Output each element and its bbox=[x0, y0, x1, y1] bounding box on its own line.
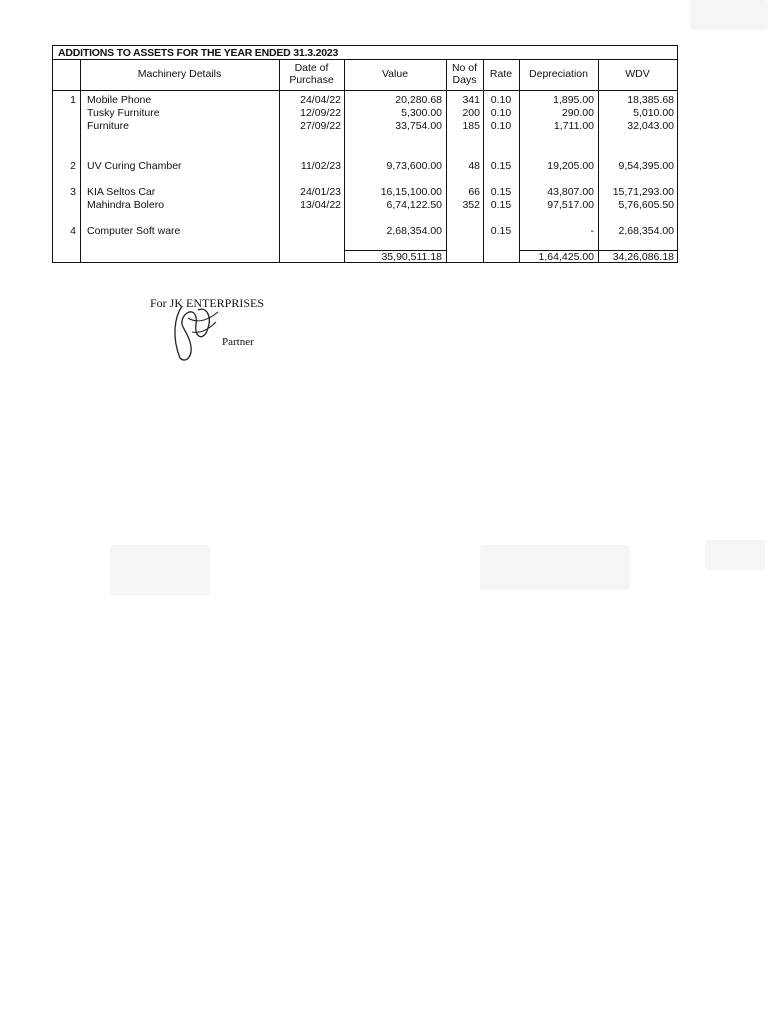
header-days-line1: No of bbox=[451, 62, 478, 74]
item-date: 12/09/22 bbox=[300, 107, 341, 119]
item-value: 33,754.00 bbox=[395, 120, 442, 132]
item-depreciation: 97,517.00 bbox=[547, 199, 594, 211]
serial-number: 1 bbox=[70, 94, 76, 106]
item-date: 24/01/23 bbox=[300, 186, 341, 198]
item-rate: 0.15 bbox=[490, 160, 512, 172]
item-days: 185 bbox=[462, 120, 480, 132]
item-rate: 0.10 bbox=[490, 94, 512, 106]
serial-number: 3 bbox=[70, 186, 76, 198]
header-date-line1: Date of bbox=[294, 62, 329, 74]
item-depreciation: 19,205.00 bbox=[547, 160, 594, 172]
item-wdv: 5,010.00 bbox=[633, 107, 674, 119]
scan-artifact bbox=[110, 545, 210, 595]
header-days-line2: Days bbox=[452, 74, 477, 86]
item-name: Tusky Furniture bbox=[87, 107, 160, 119]
item-value: 6,74,122.50 bbox=[386, 199, 442, 211]
total-depreciation: 1,64,425.00 bbox=[538, 251, 594, 263]
item-days: 48 bbox=[468, 160, 480, 172]
item-rate: 0.10 bbox=[490, 120, 512, 132]
header-days bbox=[446, 62, 483, 86]
for-company-label: For JK ENTERPRISES bbox=[150, 296, 265, 310]
item-depreciation: - bbox=[590, 225, 594, 237]
item-value: 16,15,100.00 bbox=[380, 186, 442, 198]
item-days: 352 bbox=[462, 199, 480, 211]
item-depreciation: 1,711.00 bbox=[553, 120, 594, 132]
header-date bbox=[279, 62, 344, 86]
item-depreciation: 43,807.00 bbox=[547, 186, 594, 198]
assets-table bbox=[52, 45, 678, 263]
item-value: 20,280.68 bbox=[395, 94, 442, 106]
scan-artifact bbox=[705, 540, 765, 570]
item-days: 341 bbox=[462, 94, 480, 106]
handwritten-signature bbox=[168, 298, 228, 366]
col-line bbox=[80, 60, 81, 262]
item-date: 11/02/23 bbox=[300, 160, 341, 172]
item-wdv: 5,76,605.50 bbox=[618, 199, 674, 211]
item-days: 200 bbox=[462, 107, 480, 119]
item-wdv: 32,043.00 bbox=[627, 120, 674, 132]
item-wdv: 18,385.68 bbox=[627, 94, 674, 106]
table-title: ADDITIONS TO ASSETS FOR THE YEAR ENDED 31.3.2023 bbox=[53, 46, 677, 60]
item-rate: 0.10 bbox=[490, 107, 512, 119]
item-value: 9,73,600.00 bbox=[386, 160, 442, 172]
item-name: Furniture bbox=[87, 120, 130, 132]
item-date: 24/04/22 bbox=[300, 94, 341, 106]
item-depreciation: 1,895.00 bbox=[553, 94, 594, 106]
serial-number: 2 bbox=[70, 160, 76, 172]
item-wdv: 2,68,354.00 bbox=[618, 225, 674, 237]
item-wdv: 15,71,293.00 bbox=[612, 186, 674, 198]
total-value: 35,90,511.18 bbox=[381, 251, 442, 263]
item-value: 2,68,354.00 bbox=[386, 225, 442, 237]
item-name: UV Curing Chamber bbox=[87, 160, 182, 172]
total-wdv: 34,26,086.18 bbox=[612, 251, 674, 263]
header-details: Machinery Details bbox=[137, 68, 222, 80]
header-wdv: WDV bbox=[625, 68, 650, 80]
header-value: Value bbox=[381, 68, 409, 80]
item-date: 27/09/22 bbox=[300, 120, 341, 132]
item-rate: 0.15 bbox=[490, 199, 512, 211]
header-rate: Rate bbox=[489, 68, 513, 80]
item-rate: 0.15 bbox=[490, 186, 512, 198]
scan-artifact bbox=[480, 545, 630, 590]
item-name: Mahindra Bolero bbox=[87, 199, 165, 211]
serial-number: 4 bbox=[70, 225, 76, 237]
item-name: Computer Soft ware bbox=[87, 225, 181, 237]
item-name: KIA Seltos Car bbox=[87, 186, 156, 198]
header-date-line2: Purchase bbox=[289, 74, 334, 86]
item-name: Mobile Phone bbox=[87, 94, 152, 106]
item-days: 66 bbox=[468, 186, 480, 198]
item-rate: 0.15 bbox=[490, 225, 512, 237]
item-depreciation: 290.00 bbox=[561, 107, 594, 119]
scan-artifact bbox=[690, 0, 768, 30]
item-date: 13/04/22 bbox=[300, 199, 341, 211]
item-value: 5,300.00 bbox=[401, 107, 442, 119]
header-depreciation: Depreciation bbox=[529, 68, 588, 80]
item-wdv: 9,54,395.00 bbox=[618, 160, 674, 172]
header-divider bbox=[53, 90, 677, 91]
partner-label: Partner bbox=[222, 336, 254, 348]
